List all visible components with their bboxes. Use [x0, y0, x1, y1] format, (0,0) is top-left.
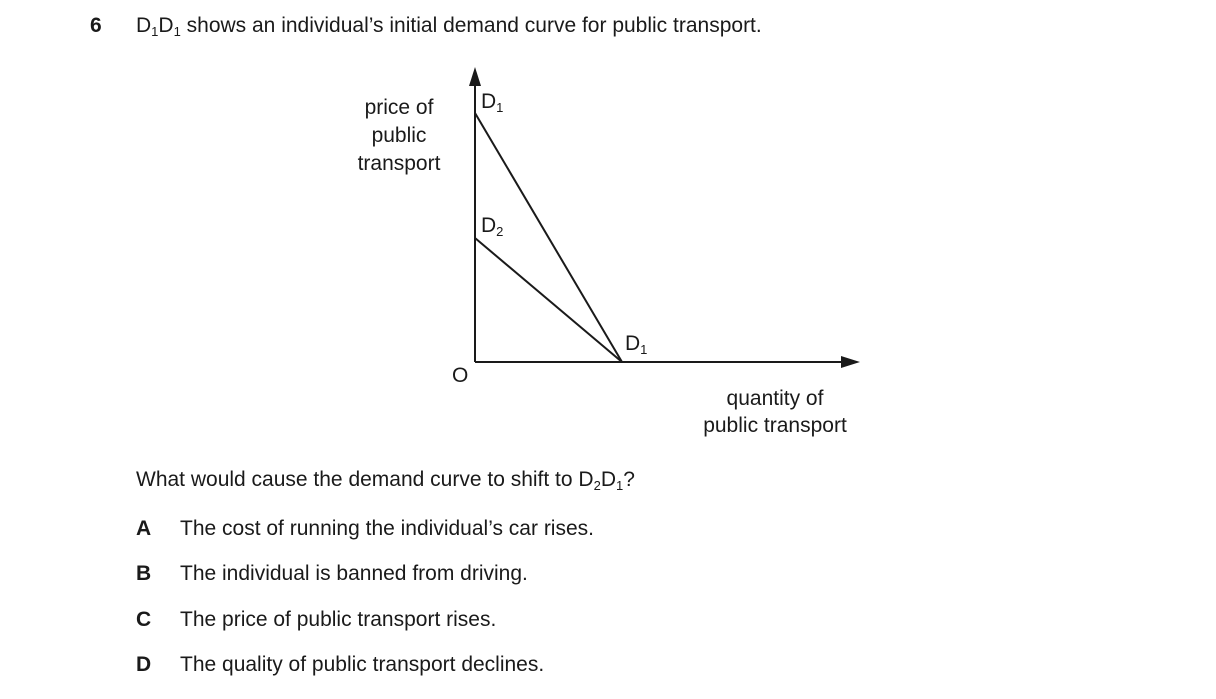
curve-label-d1-bottom: $D_1$ [625, 332, 648, 357]
option-c[interactable] [136, 608, 496, 632]
option-b[interactable] [136, 562, 528, 586]
option-text: The quality of public transport declines. [180, 653, 545, 676]
option-letter: A [136, 517, 152, 540]
demand-curve-d2d1 [475, 238, 622, 362]
x-axis-label: quantity of public transport [703, 387, 847, 437]
option-a[interactable] [136, 517, 594, 541]
option-letter: C [136, 608, 152, 631]
question-stem: $D_1D_1$ shows an individual’s initial demand curve for public transport. [136, 14, 762, 39]
curve-label-d1-top: $D_1$ [481, 90, 504, 115]
option-text: The individual is banned from driving. [180, 562, 528, 585]
question-prompt: What would cause the demand curve to shift to $D_2D_1$? [136, 468, 635, 493]
y-axis-arrowhead [469, 67, 481, 86]
x-axis-arrowhead [841, 356, 860, 368]
option-text: The cost of running the individual’s car rises. [180, 517, 594, 540]
option-text: The price of public transport rises. [180, 608, 497, 631]
question-number: 6 [90, 14, 102, 37]
y-axis-label: price of public transport [357, 96, 441, 175]
origin-label: O [452, 364, 469, 387]
option-letter: D [136, 653, 152, 676]
option-letter: B [136, 562, 152, 585]
option-d[interactable] [136, 653, 544, 677]
curve-label-d2: $D_2$ [481, 214, 504, 239]
